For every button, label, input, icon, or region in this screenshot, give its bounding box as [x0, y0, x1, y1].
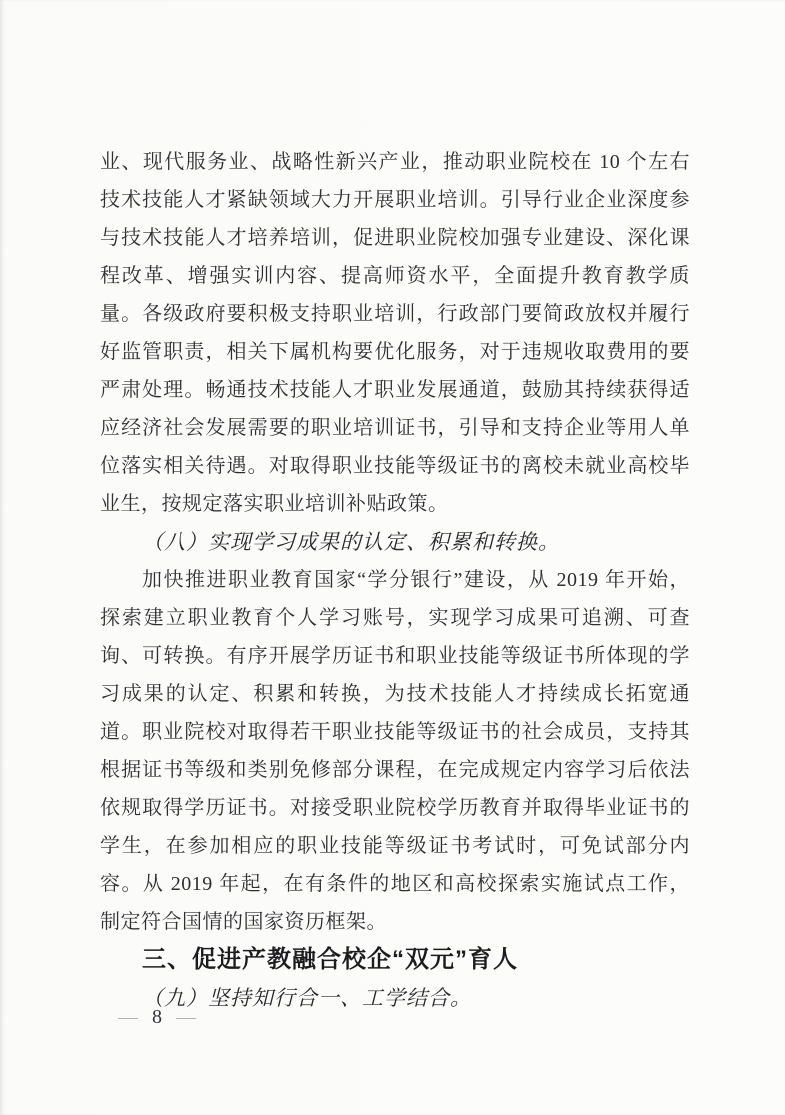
document-text-block — [100, 143, 690, 1017]
body-text-line: 好监管职责，相关下属机构要优化服务，对于违规收取费用的要 — [100, 341, 690, 363]
body-text-line: 制定符合国情的国家资历框架。 — [100, 911, 387, 933]
body-text-line: 严肃处理。畅通技术技能人才职业发展通道，鼓励其持续获得适 — [100, 379, 690, 401]
body-text-line: 应经济社会发展需要的职业培训证书，引导和支持企业等用人单 — [100, 417, 690, 439]
paragraph-start-line: 加快推进职业教育国家“学分银行”建设，从 2019 年开始， — [142, 569, 690, 591]
body-text-line: 习成果的认定、积累和转换，为技术技能人才持续成长拓宽通 — [100, 683, 690, 705]
body-text-line: 量。各级政府要积极支持职业培训，行政部门要简政放权并履行 — [100, 303, 690, 325]
page-number — [118, 1002, 196, 1032]
body-text-line: 技术技能人才紧缺领域大力开展职业培训。引导行业企业深度参 — [100, 189, 690, 211]
footer-left-dash: — — [118, 1006, 138, 1028]
section-heading-3: 三、促进产教融合校企“双元”育人 — [142, 946, 518, 973]
item-heading-8: （八）实现学习成果的认定、积累和转换。 — [142, 530, 560, 554]
body-text-line: 业、现代服务业、战略性新兴产业，推动职业院校在 10 个左右 — [100, 151, 690, 173]
body-text-line: 依规取得学历证书。对接受职业院校学历教育并取得毕业证书的 — [100, 797, 690, 819]
body-text-line: 学生，在参加相应的职业技能等级证书考试时，可免试部分内 — [100, 835, 690, 857]
body-text-line: 与技术技能人才培养培训，促进职业院校加强专业建设、深化课 — [100, 227, 690, 249]
footer-right-dash: — — [176, 1006, 196, 1028]
body-text-line: 根据证书等级和类别免修部分课程，在完成规定内容学习后依法 — [100, 759, 690, 781]
body-text-line: 程改革、增强实训内容、提高师资水平，全面提升教育教学质 — [100, 265, 690, 287]
body-text-line: 询、可转换。有序开展学历证书和职业技能等级证书所体现的学 — [100, 645, 690, 667]
body-text-line: 道。职业院校对取得若干职业技能等级证书的社会成员，支持其 — [100, 721, 690, 743]
footer-page-number: 8 — [152, 1006, 162, 1028]
body-text-line: 探索建立职业教育个人学习账号，实现学习成果可追溯、可查 — [100, 607, 690, 629]
item-heading-9: （九）坚持知行合一、工学结合。 — [142, 986, 472, 1010]
body-text-line: 业生，按规定落实职业培训补贴政策。 — [100, 493, 449, 515]
body-text-line: 容。从 2019 年起，在有条件的地区和高校探索实施试点工作， — [100, 873, 690, 895]
body-text-line: 位落实相关待遇。对取得职业技能等级证书的离校未就业高校毕 — [100, 455, 690, 477]
